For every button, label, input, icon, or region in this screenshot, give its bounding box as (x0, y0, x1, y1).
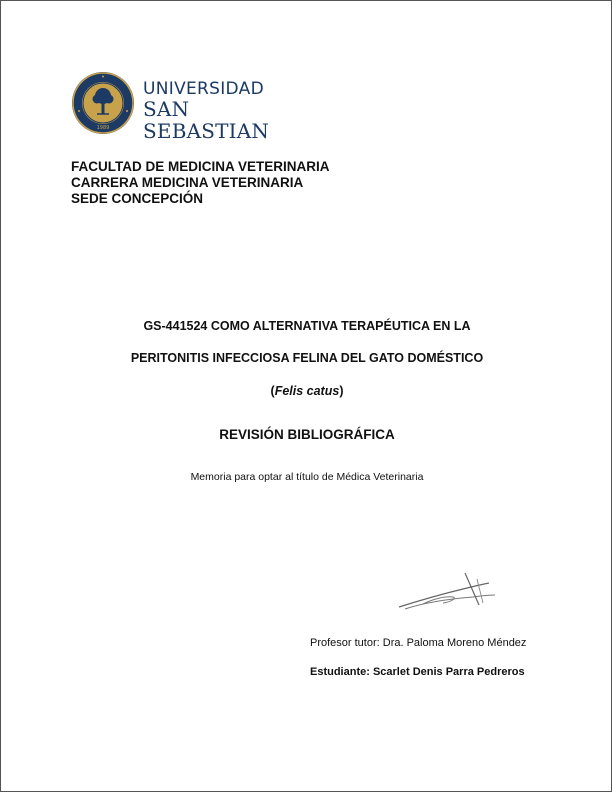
faculty-line-3: SEDE CONCEPCIÓN (71, 191, 204, 206)
document-type: REVISIÓN BIBLIOGRÁFICA (219, 427, 395, 442)
student-credit: Estudiante: Scarlet Denis Parra Pedreros (310, 666, 525, 678)
seal-year: 1989 (96, 125, 110, 131)
degree-subtitle: Memoria para optar al título de Médica Veterinaria (190, 471, 424, 483)
university-logo (71, 71, 311, 143)
signature-image (393, 569, 503, 619)
species-name (1, 384, 612, 398)
species-scientific-name: Felis catus (274, 384, 340, 398)
title-line-1: GS-441524 COMO ALTERNATIVA TERAPÉUTICA EN LA (143, 319, 471, 333)
species-open-paren: ( (270, 384, 275, 398)
logo-wordmark (143, 80, 311, 142)
species-close-paren: ) (339, 384, 344, 398)
faculty-line-2: CARRERA MEDICINA VETERINARIA (71, 175, 304, 190)
logo-line-1: UNIVERSIDAD (143, 79, 264, 99)
faculty-line-1: FACULTAD DE MEDICINA VETERINARIA (71, 159, 330, 174)
logo-line-2: SAN SEBASTIAN (143, 97, 270, 143)
faculty-block (71, 159, 330, 207)
title-line-2: PERITONITIS INFECCIOSA FELINA DEL GATO DOMÉSTICO (130, 351, 484, 365)
tutor-credit: Profesor tutor: Dra. Paloma Moreno Méndez (310, 637, 527, 649)
university-seal-icon (71, 71, 135, 135)
